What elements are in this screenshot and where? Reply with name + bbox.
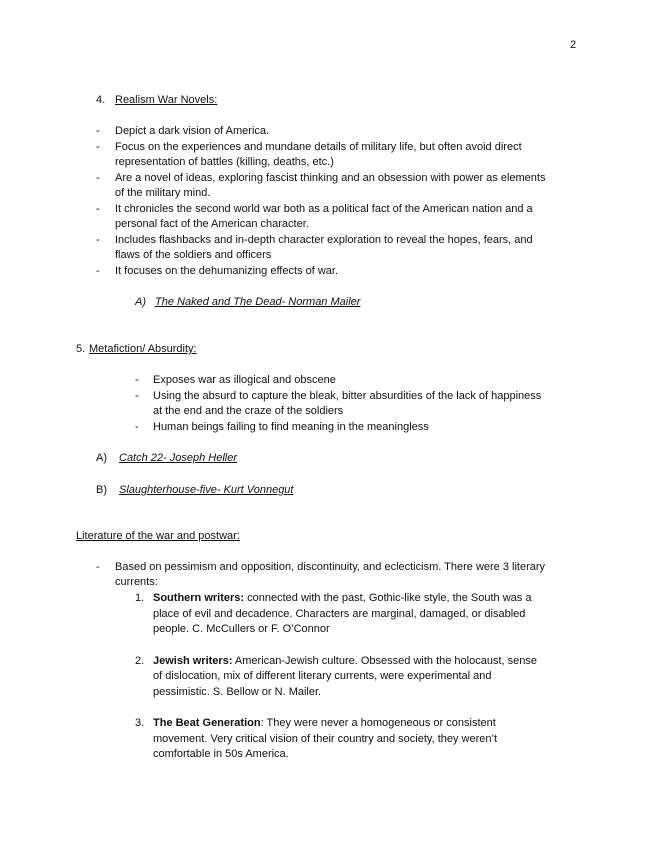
item-text-continued: place of evil and decadence. Characters are marginal, damaged, or disabled bbox=[153, 608, 526, 620]
bullet-text: It focuses on the dehumanizing effects of war. bbox=[115, 265, 338, 277]
item-bold-label: Jewish writers: bbox=[153, 655, 233, 667]
bullet-dash: - bbox=[135, 390, 139, 402]
bullet-dash: - bbox=[135, 374, 139, 386]
numbered-item-first-line bbox=[153, 716, 496, 732]
section-5-heading: Metafiction/ Absurdity: bbox=[89, 343, 197, 355]
example-title: Slaughterhouse-five- Kurt Vonnegut bbox=[119, 484, 294, 496]
bullet-text-continued: representation of battles (killing, deaths, etc.) bbox=[115, 156, 334, 168]
example-title: Catch 22- Joseph Heller bbox=[119, 452, 238, 464]
bullet-dash: - bbox=[96, 234, 100, 246]
numbered-item-marker: 3. bbox=[135, 717, 145, 729]
bullet-text-continued: personal fact of the American character. bbox=[115, 218, 309, 230]
bullet-text: Exposes war as illogical and obscene bbox=[153, 374, 336, 386]
bullet-dash: - bbox=[96, 265, 100, 277]
bullet-text: Human beings failing to find meaning in the meaningless bbox=[153, 421, 429, 433]
section-4-heading: Realism War Novels: bbox=[115, 94, 218, 106]
item-text-continued: people. C. McCullers or F. O’Connor bbox=[153, 623, 330, 635]
bullet-text: Focus on the experiences and mundane details of military life, but often avoid direct bbox=[115, 141, 522, 153]
bullet-text-continued: of the military mind. bbox=[115, 187, 211, 199]
section-5-number: 5. bbox=[76, 343, 86, 355]
example-marker: A) bbox=[96, 452, 107, 464]
example-marker: A) bbox=[135, 296, 146, 308]
literature-intro-continued: currents: bbox=[115, 576, 158, 588]
example-title: The Naked and The Dead- Norman Mailer bbox=[155, 296, 361, 308]
bullet-text-continued: flaws of the soldiers and officers bbox=[115, 249, 272, 261]
item-text-continued: pessimistic. S. Bellow or N. Mailer. bbox=[153, 686, 322, 698]
bullet-text: Includes flashbacks and in-depth character exploration to reveal the hopes, fears, and bbox=[115, 234, 533, 246]
bullet-dash: - bbox=[96, 172, 100, 184]
bullet-dash: - bbox=[96, 561, 100, 573]
example-marker: B) bbox=[96, 484, 107, 496]
literature-heading: Literature of the war and postwar: bbox=[76, 530, 240, 542]
item-bold-label: Southern writers: bbox=[153, 592, 245, 604]
item-text: : They were never a homogeneous or consistent bbox=[260, 717, 496, 729]
numbered-item-marker: 2. bbox=[135, 655, 145, 667]
numbered-item-first-line bbox=[153, 591, 531, 607]
item-bold-label: The Beat Generation bbox=[153, 717, 261, 729]
page-number: 2 bbox=[570, 39, 577, 51]
bullet-dash: - bbox=[96, 125, 100, 137]
bullet-text: Are a novel of ideas, exploring fascist thinking and an obsession with power as elements bbox=[115, 172, 546, 184]
numbered-item-marker: 1. bbox=[135, 592, 145, 604]
item-text-continued: of dislocation, mix of different literary currents, were experimental and bbox=[153, 670, 492, 682]
bullet-text-continued: at the end and the craze of the soldiers bbox=[153, 405, 344, 417]
literature-intro: Based on pessimism and opposition, discontinuity, and eclecticism. There were 3 literary bbox=[115, 561, 546, 573]
numbered-item-first-line bbox=[153, 654, 537, 670]
bullet-text: Depict a dark vision of America. bbox=[115, 125, 270, 137]
section-4-number: 4. bbox=[96, 94, 106, 106]
item-text: connected with the past, Gothic-like style, the South was a bbox=[244, 592, 532, 604]
bullet-dash: - bbox=[96, 141, 100, 153]
bullet-text: Using the absurd to capture the bleak, bitter absurdities of the lack of happiness bbox=[153, 390, 542, 402]
bullet-dash: - bbox=[135, 421, 139, 433]
item-text: American-Jewish culture. Obsessed with the holocaust, sense bbox=[232, 655, 537, 667]
bullet-text: It chronicles the second world war both as a political fact of the American nation and a bbox=[115, 203, 533, 215]
bullet-dash: - bbox=[96, 203, 100, 215]
item-text-continued: movement. Very critical vision of their country and society, they weren’t bbox=[153, 733, 497, 745]
item-text-continued: comfortable in 50s America. bbox=[153, 748, 289, 760]
